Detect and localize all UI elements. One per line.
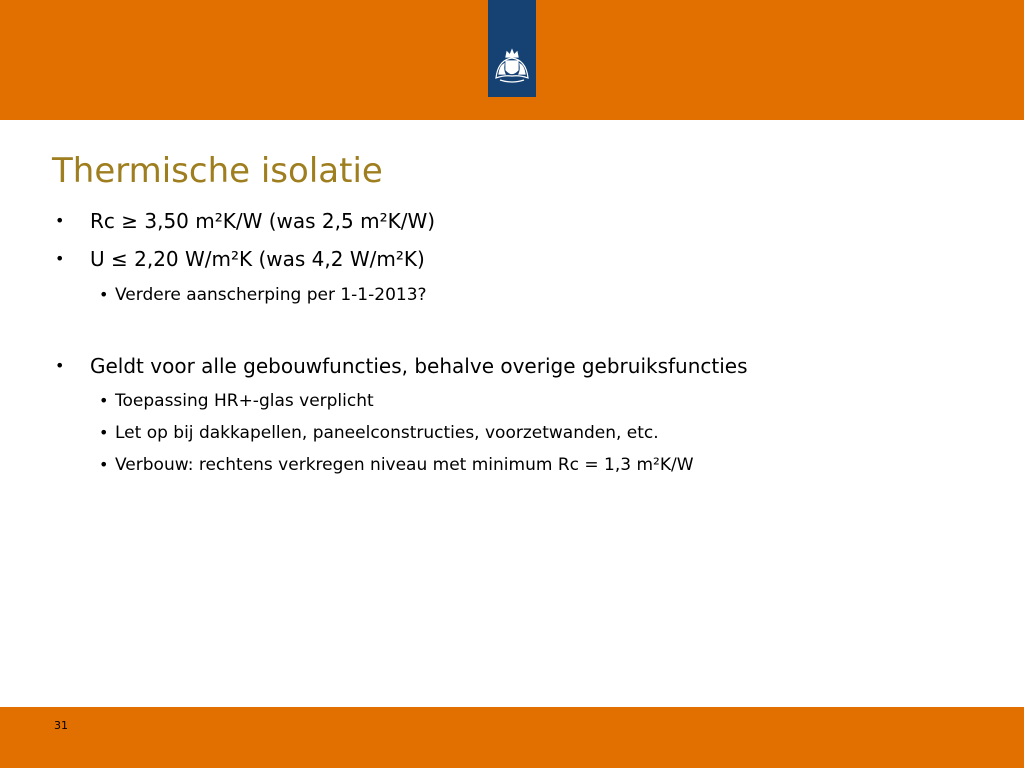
bullet-marker: • — [55, 249, 65, 268]
bullet-text: Rc ≥ 3,50 m²K/W (was 2,5 m²K/W) — [90, 209, 436, 233]
bullet-text: Let op bij dakkapellen, paneelconstructies, voorzetwanden, etc. — [115, 423, 659, 443]
royal-coat-of-arms-icon — [488, 0, 536, 97]
bullet-text: Toepassing HR+-glas verplicht — [115, 391, 374, 411]
bullet-text: Geldt voor alle gebouwfuncties, behalve overige gebruiksfuncties — [90, 354, 748, 378]
logo — [488, 0, 536, 97]
page-number: 31 — [54, 719, 68, 732]
bullet-marker: • — [99, 285, 109, 304]
sub-bullet-item — [99, 453, 694, 477]
bullet-text: Verbouw: rechtens verkregen niveau met minimum Rc = 1,3 m²K/W — [115, 455, 694, 475]
bullet-text: Verdere aanscherping per 1-1-2013? — [115, 285, 427, 305]
bullet-text: U ≤ 2,20 W/m²K (was 4,2 W/m²K) — [90, 247, 425, 271]
bullet-marker: • — [55, 356, 65, 375]
bullet-item — [55, 245, 425, 273]
bullet-item — [55, 352, 748, 380]
bullet-marker: • — [99, 391, 109, 410]
bullet-item — [55, 207, 436, 235]
sub-bullet-item — [99, 283, 427, 307]
slide-title: Thermische isolatie — [52, 151, 383, 191]
sub-bullet-item — [99, 421, 659, 445]
bullet-marker: • — [55, 211, 65, 230]
sub-bullet-item — [99, 389, 374, 413]
bullet-marker: • — [99, 455, 109, 474]
footer-band — [0, 707, 1024, 768]
bullet-marker: • — [99, 423, 109, 442]
